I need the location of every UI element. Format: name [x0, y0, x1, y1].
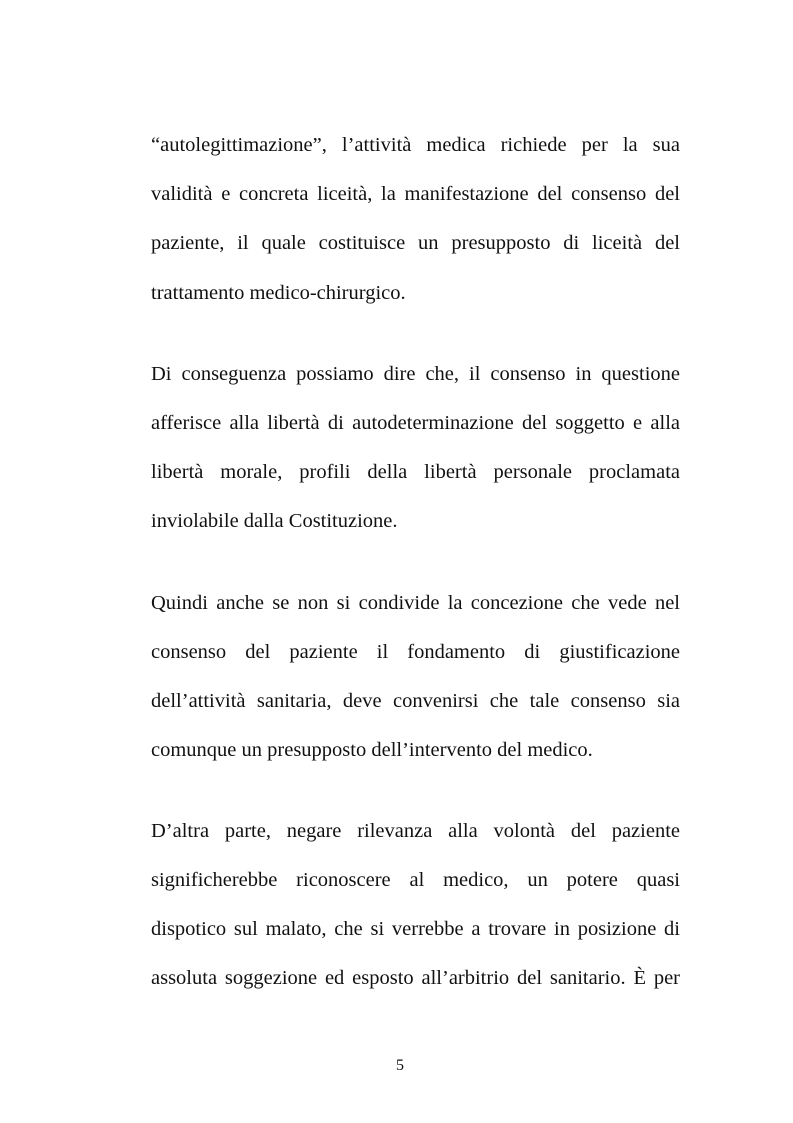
page-number: 5 — [396, 1057, 404, 1074]
text-line: afferisce alla libertà di autodeterminazione del soggetto e alla — [151, 412, 680, 434]
text-line: Di conseguenza possiamo dire che, il consenso in questione — [151, 363, 680, 385]
text-line: paziente, il quale costituisce un presupposto di liceità del — [151, 232, 680, 254]
text-line: dispotico sul malato, che si verrebbe a trovare in posizione di — [151, 918, 680, 940]
text-line: consenso del paziente il fondamento di giustificazione — [151, 641, 680, 663]
text-line: dell’attività sanitaria, deve convenirsi che tale consenso sia — [151, 690, 680, 712]
text-line: comunque un presupposto dell’intervento del medico. — [151, 739, 593, 761]
text-line: D’altra parte, negare rilevanza alla volontà del paziente — [151, 820, 680, 842]
text-line: trattamento medico-chirurgico. — [151, 282, 406, 304]
text-line: inviolabile dalla Costituzione. — [151, 510, 398, 532]
text-line: libertà morale, profili della libertà personale proclamata — [151, 461, 680, 483]
text-line: assoluta soggezione ed esposto all’arbitrio del sanitario. È per — [151, 967, 680, 989]
text-line: “autolegittimazione”, l’attività medica richiede per la sua — [151, 134, 680, 156]
text-line: significherebbe riconoscere al medico, un potere quasi — [151, 869, 680, 891]
text-line: validità e concreta liceità, la manifestazione del consenso del — [151, 183, 680, 205]
text-line: Quindi anche se non si condivide la concezione che vede nel — [151, 592, 680, 614]
